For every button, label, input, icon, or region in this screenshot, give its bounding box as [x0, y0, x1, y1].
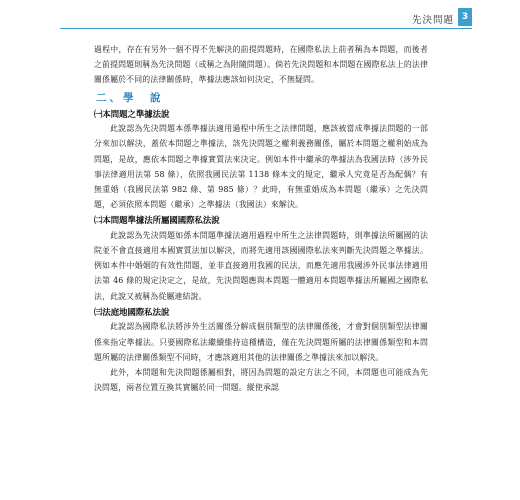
section-heading-theories: 二、學 說	[96, 91, 164, 104]
subsection-paragraph-1: 此說認為先決問題本係準據法適用過程中所生之法律問題，應該被當成準據法問題的一部分來加以解決，蓋依本問題之準據法，該先決問題之權利義務關係，屬於本問題之權利始成為問題，是故，應依本問題之準據實質法來決定。例如本件中繼承的準據法為我國法時（涉外民事法律適用法第 58 條），依照我國民法第 1138 條本文的規定，繼承人究竟是否為配偶？有無重婚（我國民法第 982 條、第 985 條）？此時，有無重婚成為本問題（繼承）之先決問題，必須依照本問題（繼承）之準據法（我國法）來解決。	[94, 124, 428, 210]
intro-paragraph: 過程中，存在有另外一個不得不先解決的前提問題時，在國際私法上前者稱為本問題，而後者之前提問題則稱為先決問題（或稱之為附隨問題）。倘若先決問題和本問題在國際私法上的法律關係屬於不同的法律關係時，準據法應該如何決定，不無疑問。	[94, 45, 428, 85]
subsection-paragraph-3: 此說認為國際私法將涉外生活關係分解成個別類型的法律關係後，才會對個別類型法律關係來指定準據法。只要國際私法繼續維持這種構造，僅在先決問題所屬的法律關係類型和本問題所屬的法律關係類型不同時，才應該適用其他的法律關係之準據法來加以解決。	[94, 322, 428, 362]
page-header	[0, 0, 520, 40]
subsection-paragraph-2: 此說認為先決問題如係本問題準據法適用過程中所生之法律問題時，則準據法所屬國的法院並不會直接適用本國實質法加以解決，而將先適用該國國際私法來判斷先決問題之準據法。例如本件中婚姻的有效性問題，並非直接適用我國的民法，而應先適用我國涉外民事法律適用法第 46 條的規定決定之，是故，先決問題應與本問題一體適用本問題準據法所屬國之國際私法，此說又被稱為從屬連結說。	[94, 230, 428, 301]
closing-paragraph: 此外，本問題和先決問題係屬相對，將因為問題的設定方法之不同，本問題也可能成為先決問題，兩者位置互換其實屬於同一問題。縱使承認	[94, 367, 428, 393]
page-body	[94, 42, 428, 395]
header-divider	[60, 28, 472, 29]
subsection-heading-1: ㈠本問題之準據法說	[94, 108, 170, 119]
subsection-heading-2: ㈡本問題準據法所屬國國際私法說	[94, 215, 220, 226]
running-header-title: 先決問題	[411, 15, 454, 26]
subsection-heading-3: ㈢法庭地國際私法說	[94, 306, 170, 317]
page-number-badge: 3	[458, 8, 472, 26]
